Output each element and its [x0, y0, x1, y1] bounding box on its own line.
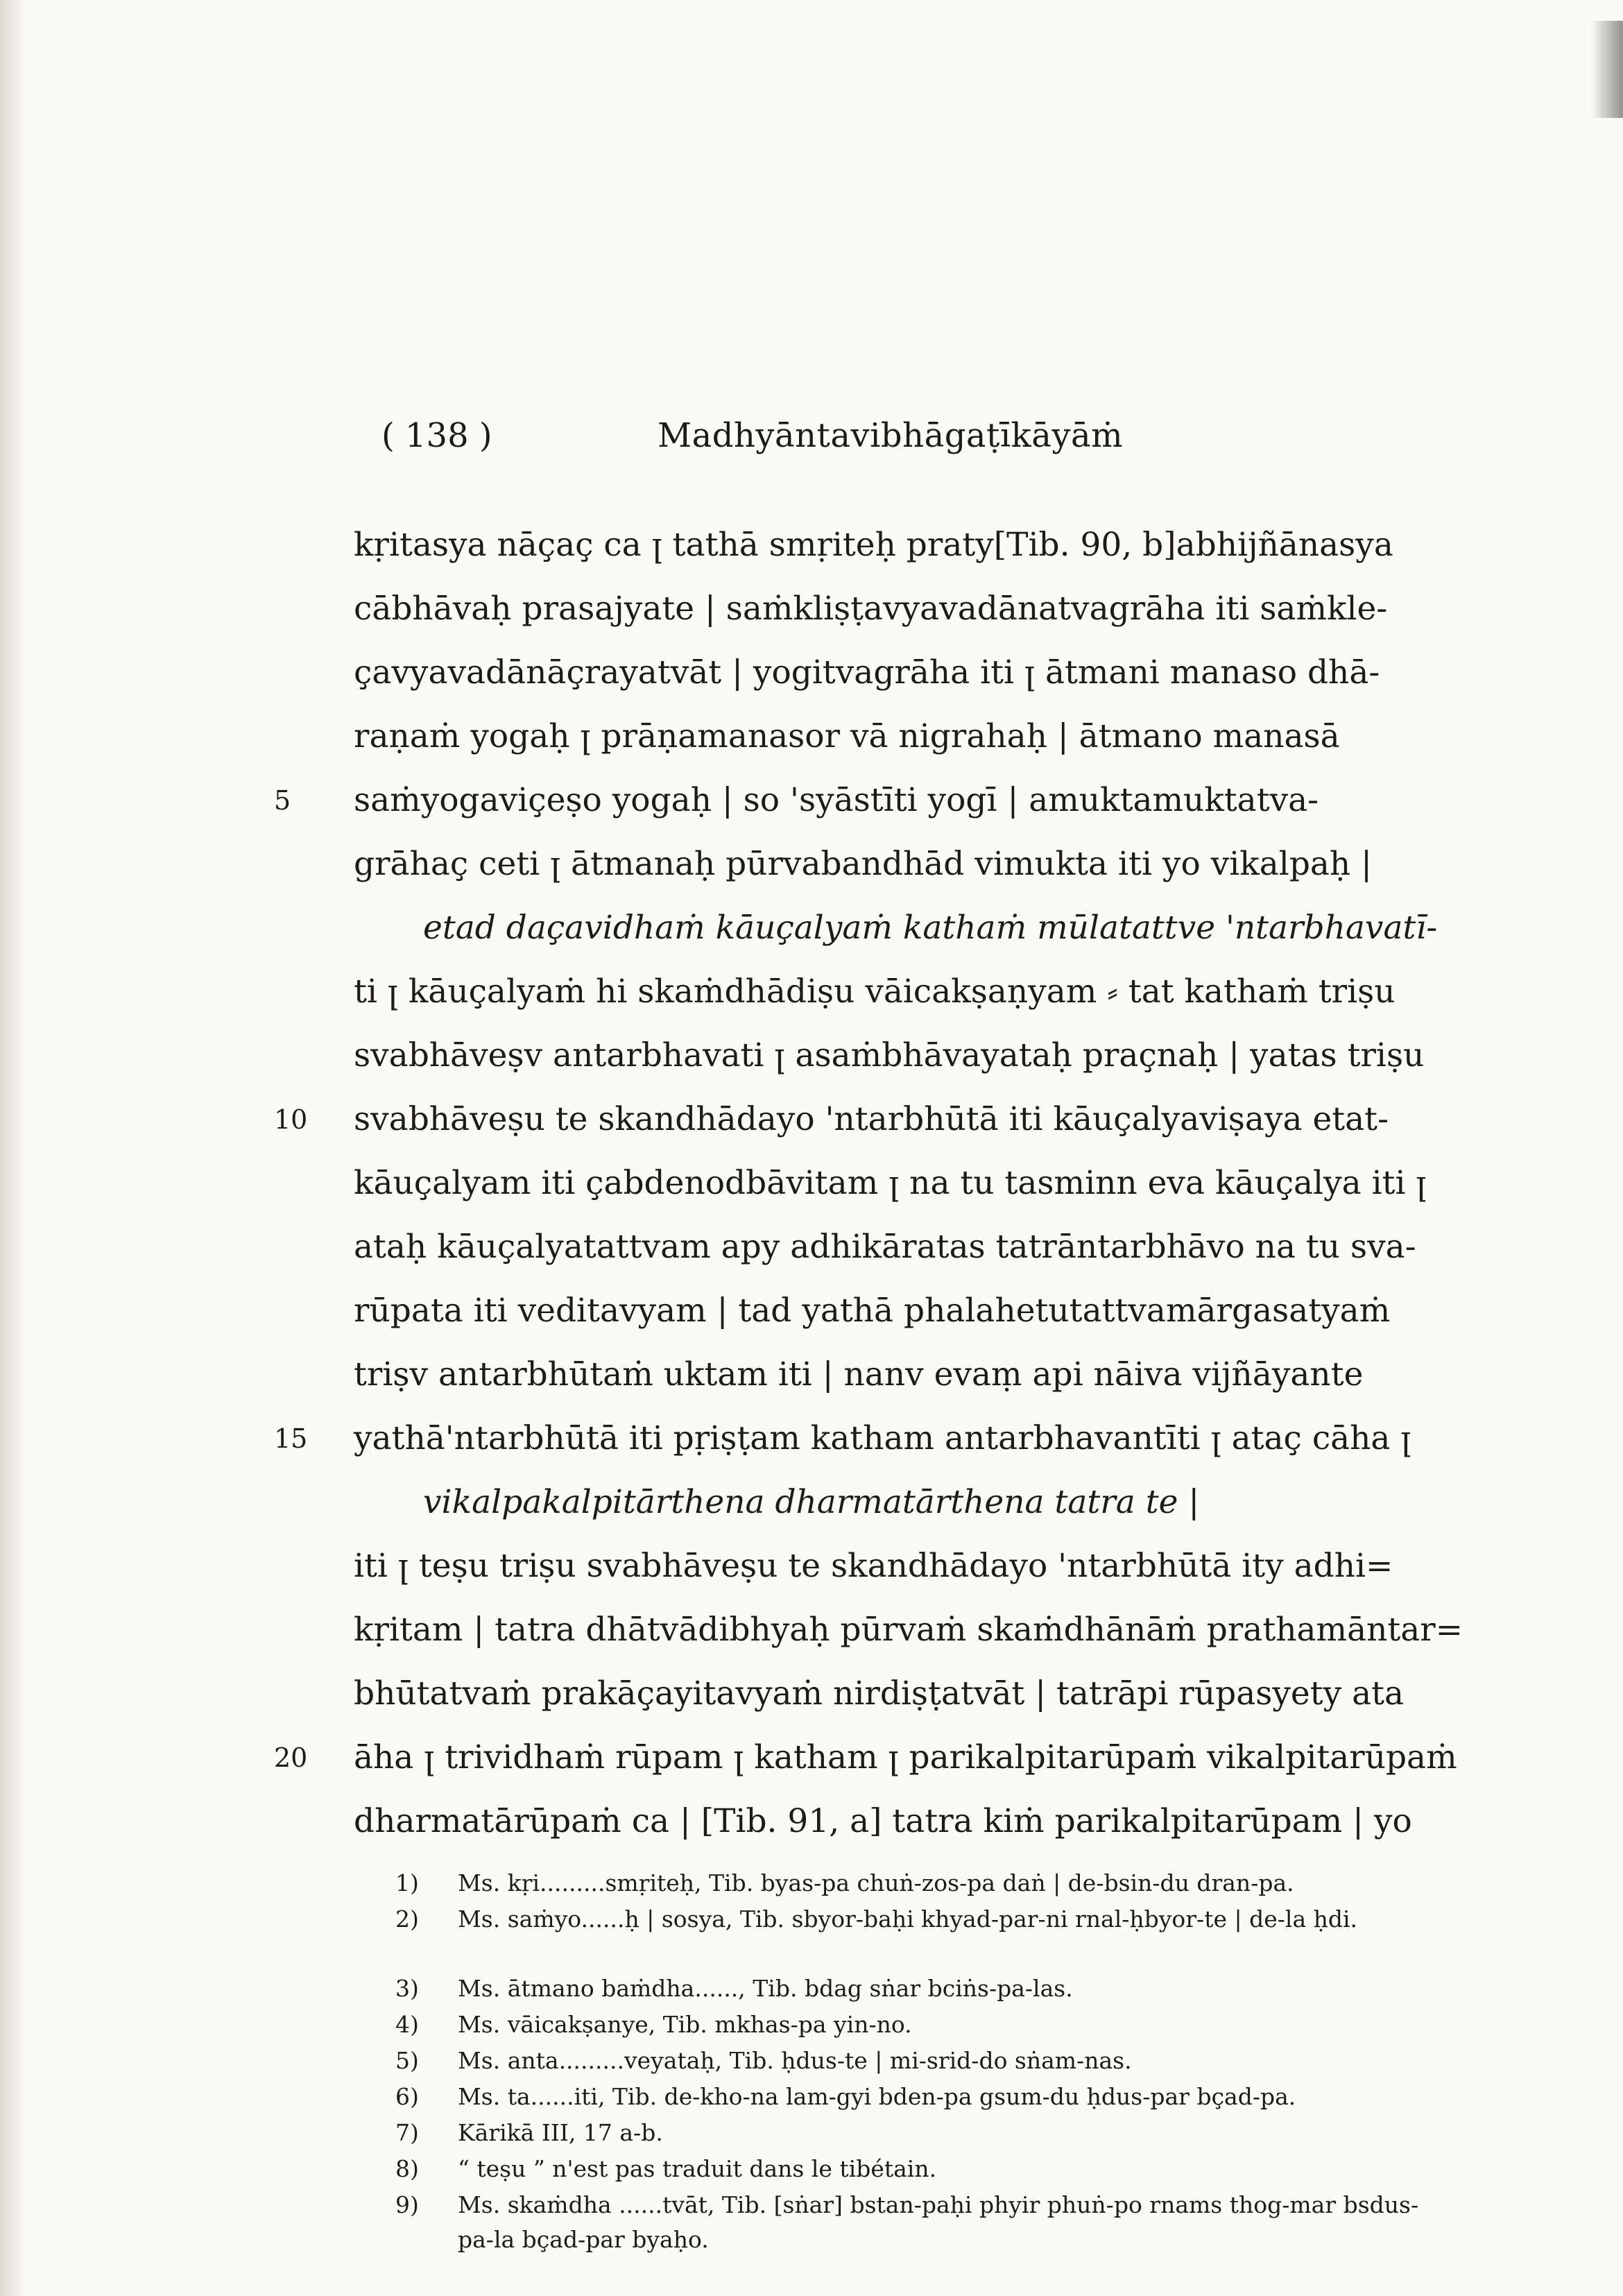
footnote-text: Ms. ātmano baṁdha......, Tib. bdag sṅar bciṅs-pa-las. — [458, 1975, 1073, 2002]
page-edge-shadow — [0, 0, 28, 2296]
line-text: dharmatārūpaṁ ca | [Tib. 91, a] tatra kiṁ parikalpitarūpam | yo — [354, 1802, 1412, 1840]
line-text: ataḥ kāuçalyatattvam apy adhikāratas tatrāntarbhāvo na tu sva- — [354, 1228, 1416, 1266]
running-title: Madhyāntavibhāgaṭīkāyāṁ — [658, 416, 1124, 455]
line-text: rūpata iti veditavyam | tad yathā phalahetutattvamārgasatyaṁ — [354, 1292, 1391, 1330]
text-line — [347, 641, 1450, 705]
footnote-text: Kārikā III, 17 a-b. — [458, 2119, 663, 2146]
line-text: kṛitasya nāçaç ca ꞁ tathā smṛiteḥ praty[Tib. 90, b]abhijñānasya — [354, 526, 1393, 564]
line-text: grāhaç ceti ꞁ ātmanaḥ pūrvabandhād vimukta iti yo vikalpaḥ | — [354, 845, 1372, 883]
footnote — [395, 1866, 1436, 1902]
line-text: etad daçavidhaṁ kāuçalyaṁ kathaṁ mūlatattve 'ntarbhavatī- — [423, 909, 1438, 947]
text-line — [347, 1534, 1450, 1598]
line-text: ti ꞁ kāuçalyaṁ hi skaṁdhādiṣu vāicakṣaṇyam ⸗ tat kathaṁ triṣu — [354, 973, 1396, 1011]
line-number: 15 — [274, 1423, 308, 1454]
line-number: 5 — [274, 785, 291, 816]
line-text: kṛitam | tatra dhātvādibhyaḥ pūrvaṁ skaṁdhānāṁ prathamāntar= — [354, 1611, 1463, 1649]
footnote-text: Ms. ta......iti, Tib. de-kho-na lam-gyi bden-pa gsum-du ḥdus-par bçad-pa. — [458, 2083, 1296, 2110]
scan-smudge — [1591, 21, 1623, 118]
footnote-number: 6) — [395, 2083, 419, 2110]
footnote-number: 9) — [395, 2191, 419, 2218]
line-text: triṣv antarbhūtaṁ uktam iti | nanv evaṃ api nāiva vijñāyante — [354, 1355, 1364, 1394]
text-line — [347, 832, 1450, 896]
footnote-text: Ms. anta.........veyataḥ, Tib. ḥdus-te | mi-srid-do sṅam-nas. — [458, 2047, 1132, 2074]
footnote-number: 1) — [395, 1869, 419, 1896]
line-text: cābhāvaḥ prasajyate | saṁkliṣṭavyavadānatvagrāha iti saṁkle- — [354, 590, 1388, 628]
line-text: āha ꞁ trividhaṁ rūpam ꞁ katham ꞁ parikalpitarūpaṁ vikalpitarūpaṁ — [354, 1738, 1457, 1776]
footnote-number: 4) — [395, 2011, 419, 2038]
text-line — [274, 769, 1450, 832]
line-text: svabhāveṣv antarbhavati ꞁ asaṁbhāvayataḥ praçnaḥ | yatas triṣu — [354, 1036, 1425, 1074]
text-line — [347, 577, 1450, 641]
footnote — [395, 1902, 1436, 1971]
footnote-number: 5) — [395, 2047, 419, 2074]
line-text: iti ꞁ teṣu triṣu svabhāveṣu te skandhādayo 'ntarbhūtā ity adhi= — [354, 1547, 1393, 1585]
text-line — [347, 1279, 1450, 1343]
footnote-text: Ms. skaṁdha ......tvāt, Tib. [sṅar] bstan-paḥi phyir phuṅ-po rnams thog-mar bsdus-pa-la bçad-par byaḥo. — [458, 2191, 1419, 2253]
text-line — [347, 1790, 1450, 1853]
text-line — [347, 1598, 1463, 1662]
footnote — [395, 2152, 1436, 2188]
text-line — [347, 1343, 1450, 1407]
footnote-text: Ms. vāicakṣanye, Tib. mkhas-pa yin-no. — [458, 2011, 912, 2038]
line-number: 20 — [274, 1742, 308, 1773]
line-text: kāuçalyam iti çabdenodbāvitam ꞁ na tu tasminn eva kāuçalya iti ꞁ — [354, 1164, 1427, 1202]
text-line — [347, 705, 1450, 769]
footnotes — [395, 1866, 1436, 2257]
text-line — [347, 1151, 1450, 1215]
text-line — [274, 1088, 1450, 1151]
text-line — [347, 1215, 1450, 1279]
page-number: ( 138 ) — [381, 416, 492, 455]
line-text: bhūtatvaṁ prakāçayitavyaṁ nirdiṣṭatvāt | tatrāpi rūpasyety ata — [354, 1674, 1405, 1713]
line-text: çavyavadānāçrayatvāt | yogitvagrāha iti ꞁ ātmani manaso dhā- — [354, 653, 1380, 692]
text-line — [274, 1407, 1450, 1471]
footnote-text: Ms. saṁyo......ḥ | sosya, Tib. sbyor-baḥi khyad-par-ni rnal-ḥbyor-te | de-la ḥdi. — [458, 1905, 1358, 1933]
text-line — [347, 960, 1450, 1024]
text-line-karika — [347, 1471, 1450, 1534]
footnote-number: 8) — [395, 2155, 419, 2182]
line-text: raṇaṁ yogaḥ ꞁ prāṇamanasor vā nigrahaḥ | ātmano manasā — [354, 717, 1340, 755]
footnote — [395, 2080, 1436, 2116]
line-text: vikalpakalpitārthena dharmatārthena tatra te | — [423, 1483, 1200, 1521]
footnote — [395, 2007, 1436, 2044]
footnote-text: Ms. kṛi.........smṛiteḥ, Tib. byas-pa chuṅ-zos-pa daṅ | de-bsin-du dran-pa. — [458, 1869, 1294, 1896]
text-line-karika — [347, 896, 1450, 960]
footnote — [395, 1971, 1436, 2007]
line-text: saṁyogaviçeṣo yogaḥ | so 'syāstīti yogī | amuktamuktatva- — [354, 781, 1319, 819]
footnote — [395, 2188, 1436, 2257]
footnote-number: 7) — [395, 2119, 419, 2146]
text-line — [274, 1726, 1457, 1790]
line-number: 10 — [274, 1104, 308, 1135]
line-text: yathā'ntarbhūtā iti pṛiṣṭam katham antarbhavantīti ꞁ ataç cāha ꞁ — [354, 1419, 1411, 1457]
running-header — [381, 409, 1422, 472]
text-line — [347, 1662, 1450, 1726]
text-line — [347, 1024, 1450, 1088]
footnote — [395, 2044, 1436, 2080]
footnote-text: “ teṣu ” n'est pas traduit dans le tibétain. — [458, 2155, 937, 2182]
main-text — [274, 513, 1463, 1853]
line-text: svabhāveṣu te skandhādayo 'ntarbhūtā iti kāuçalyaviṣaya etat- — [354, 1100, 1389, 1138]
footnote — [395, 2116, 1436, 2152]
footnote-number: 2) — [395, 1905, 419, 1933]
footnote-number: 3) — [395, 1975, 419, 2002]
text-line — [347, 513, 1450, 577]
